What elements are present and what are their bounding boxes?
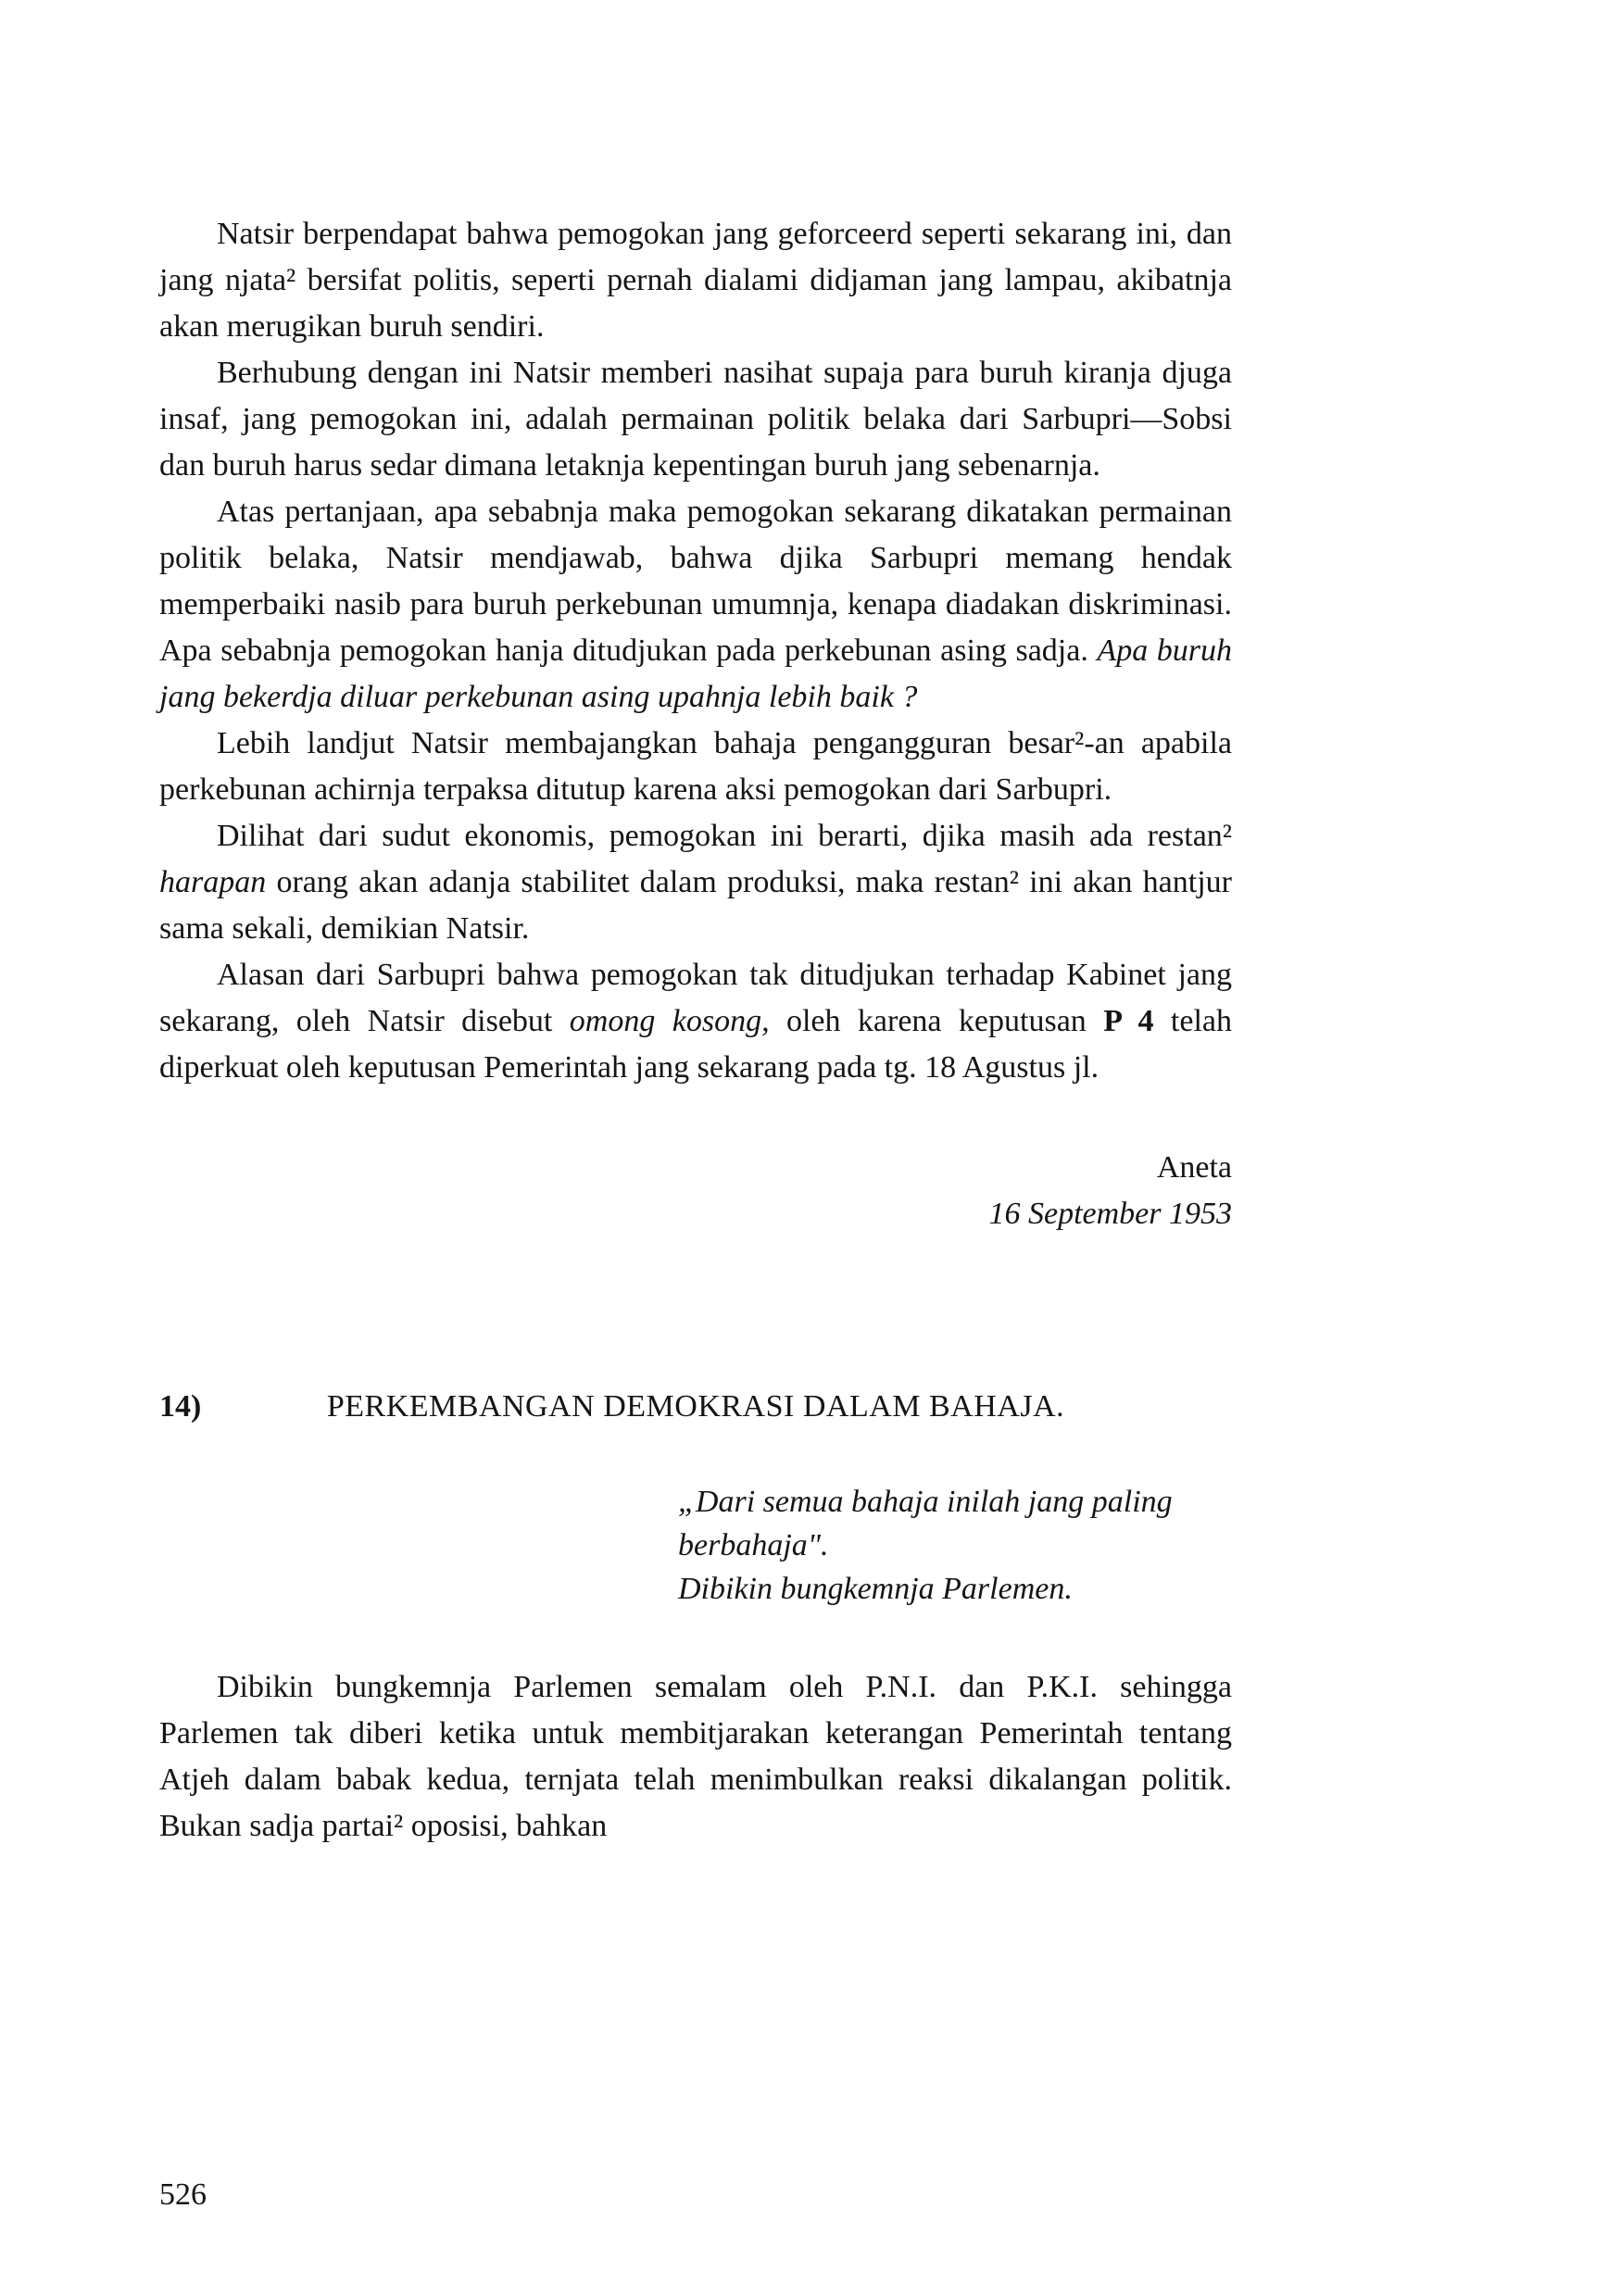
epigraph-line: Dibikin bungkemnja Parlemen.	[678, 1572, 1073, 1606]
paragraph: Lebih landjut Natsir membajangkan bahaja pengangguran besar²-an apabila perkebunan achirnja terpaksa ditutup karena aksi pemogokan dari Sarbupri.	[159, 726, 1232, 807]
byline-agency: Aneta	[1156, 1150, 1232, 1185]
paragraph: Atas pertanjaan, apa sebabnja maka pemogokan sekarang dikatakan permainan politik belaka, Natsir mendjawab, bahwa djika Sarbupri memang hendak memperbaiki nasib para buruh perkebunan umumnja, kenapa diadakan diskriminasi. Apa sebabnja pemogokan hanja ditudjukan pada perkebunan asing sadja. Apa buruh jang bekerdja diluar perkebunan asing upahnja lebih baik ?	[159, 495, 1233, 714]
paragraph: Berhubung dengan ini Natsir memberi nasihat supaja para buruh kiranja djuga insaf, jang pemogokan ini, adalah permainan politik belaka dari Sarbupri—Sobsi dan buruh harus sedar dimana letaknja kepentingan buruh jang sebenarnja.	[159, 356, 1232, 483]
epigraph-line: „Dari semua bahaja inilah jang paling berbahaja".	[678, 1485, 1173, 1562]
article-body	[159, 211, 1232, 1237]
paragraph: Alasan dari Sarbupri bahwa pemogokan tak ditudjukan terhadap Kabinet jang sekarang, oleh Natsir disebut omong kosong, oleh karena keputusan P 4 telah diperkuat oleh keputusan Pemerintah jang sekarang pada tg. 18 Agustus jl.	[159, 958, 1232, 1085]
paragraph: Dilihat dari sudut ekonomis, pemogokan ini berarti, djika masih ada restan² harapan orang akan adanja stabilitet dalam produksi, maka restan² ini akan hantjur sama sekali, demikian Natsir.	[159, 819, 1232, 946]
section-title: PERKEMBANGAN DEMOKRASI DALAM BAHAJA.	[326, 1389, 1065, 1424]
page-number: 526	[159, 2177, 207, 2212]
section-number: 14)	[159, 1389, 202, 1424]
byline	[159, 1145, 1232, 1237]
paragraph: Dibikin bungkemnja Parlemen semalam oleh P.N.I. dan P.K.I. sehingga Parlemen tak diberi ketika untuk membitjarakan keterangan Pemerintah tentang Atjeh dalam babak kedua, ternjata telah menimbulkan reaksi dikalangan politik. Bukan sadja partai² oposisi, bahkan	[159, 1670, 1232, 1843]
byline-date: 16 September 1953	[988, 1197, 1232, 1231]
paragraph: Natsir berpendapat bahwa pemogokan jang geforceerd seperti sekarang ini, dan jang njata² bersifat politis, seperti pernah dialami didjaman jang lampau, akibatnja akan merugikan buruh sendiri.	[159, 217, 1232, 344]
section-heading	[159, 1384, 1232, 1430]
epigraph	[159, 1480, 1232, 1611]
